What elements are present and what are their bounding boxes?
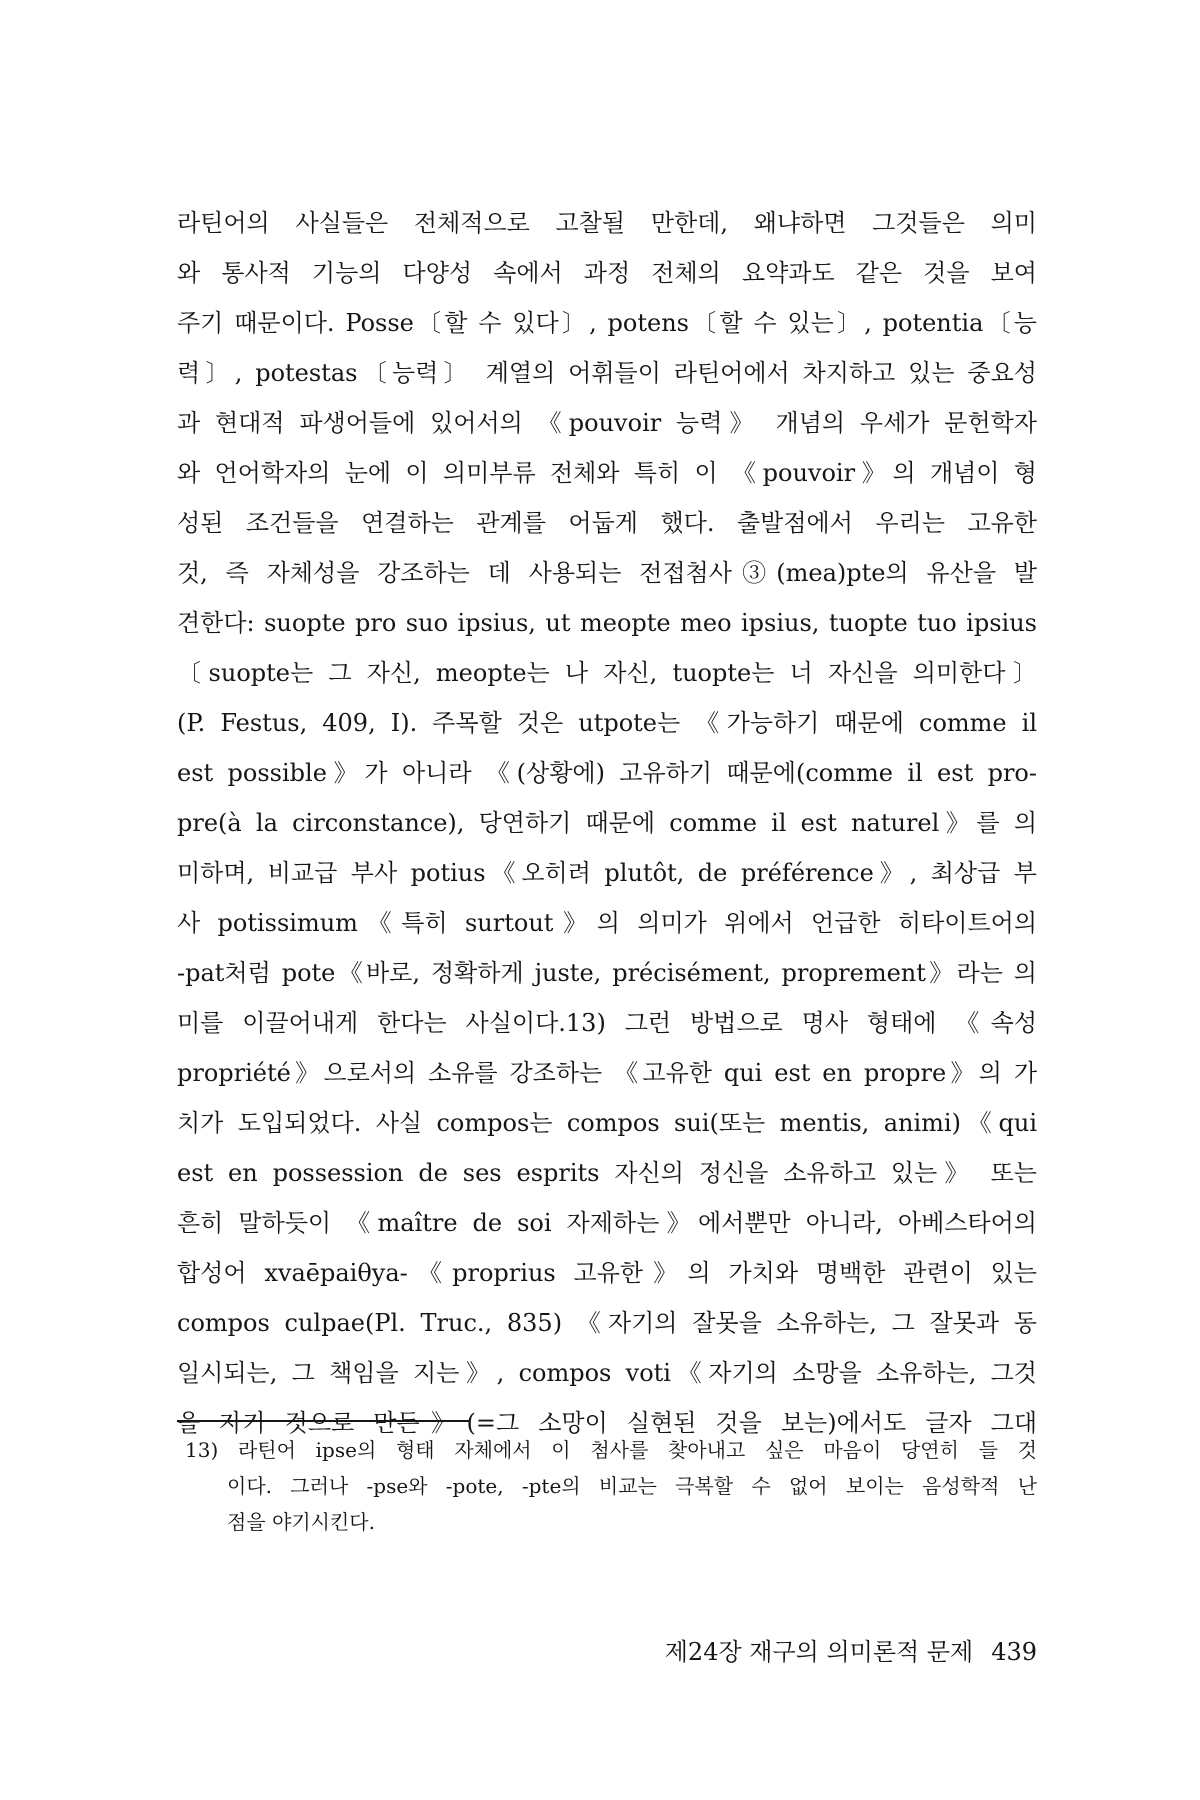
body-line: -pat처럼 pote《바로, 정확하게 juste, précisément, proprement》라는 의: [177, 959, 1037, 987]
body-line: est en possession de ses esprits 자신의 정신을 소유하고 있는》 또는: [177, 1159, 1037, 1187]
page-number: 439: [991, 1638, 1037, 1666]
running-footer: [500, 1632, 1037, 1667]
body-line: 일시되는, 그 책임을 지는》, compos voti《자기의 소망을 소유하는, 그것: [177, 1359, 1037, 1387]
footnote-line: 점을 야기시킨다.: [227, 1510, 375, 1534]
body-line: 〔suopte는 그 자신, meopte는 나 자신, tuopte는 너 자신을 의미한다〕: [177, 659, 1037, 687]
body-line: 을 자기 것으로 만든》(=그 소망이 실현된 것을 보는)에서도 글자 그대: [177, 1409, 1037, 1437]
body-line: 주기 때문이다. Posse〔할 수 있다〕, potens〔할 수 있는〕, potentia〔능: [177, 309, 1037, 337]
body-line: 력〕, potestas〔능력〕 계열의 어휘들이 라틴어에서 차지하고 있는 중요성: [177, 359, 1037, 387]
body-line: compos culpae(Pl. Truc., 835) 《자기의 잘못을 소유하는, 그 잘못과 동: [177, 1309, 1037, 1337]
chapter-title: 제24장 재구의 의미론적 문제: [664, 1638, 974, 1666]
footnote-text: 라틴어 ipse의 형태 자체에서 이 첨사를 찾아내고 싶은 마음이 당연히 들 것: [237, 1438, 1037, 1462]
footnote-number: 13): [185, 1438, 219, 1462]
body-line: 치가 도입되었다. 사실 compos는 compos sui(또는 mentis, animi)《qui: [177, 1109, 1037, 1137]
body-line: propriété》으로서의 소유를 강조하는 《고유한 qui est en propre》의 가: [177, 1059, 1037, 1087]
body-line: est possible》가 아니라 《(상황에) 고유하기 때문에(comme il est pro-: [177, 759, 1037, 787]
body-line: 와 언어학자의 눈에 이 의미부류 전체와 특히 이 《pouvoir》의 개념이 형: [177, 459, 1037, 487]
body-line: 과 현대적 파생어들에 있어서의 《pouvoir 능력》 개념의 우세가 문헌학자: [177, 409, 1037, 437]
body-line: 미를 이끌어내게 한다는 사실이다.13) 그런 방법으로 명사 형태에 《속성: [177, 1009, 1037, 1037]
footnote-divider: [177, 1420, 470, 1422]
body-line: 성된 조건들을 연결하는 관계를 어둡게 했다. 출발점에서 우리는 고유한: [177, 509, 1037, 537]
body-line: (P. Festus, 409, I). 주목할 것은 utpote는 《가능하기 때문에 comme il: [177, 709, 1037, 737]
body-line: 것, 즉 자체성을 강조하는 데 사용되는 전접첨사③(mea)pte의 유산을 발: [177, 559, 1037, 587]
footnote-line: [185, 1432, 1037, 1468]
body-text: [177, 198, 1037, 1448]
footnote: [185, 1432, 1037, 1540]
body-line: 라틴어의 사실들은 전체적으로 고찰될 만한데, 왜냐하면 그것들은 의미: [177, 209, 1037, 237]
body-line: 미하며, 비교급 부사 potius《오히려 plutôt, de préférence》, 최상급 부: [177, 859, 1037, 887]
body-line: 합성어 xvaēpaiθya-《proprius 고유한》의 가치와 명백한 관련이 있는: [177, 1259, 1037, 1287]
body-line: 견한다: suopte pro suo ipsius, ut meopte meo ipsius, tuopte tuo ipsius: [177, 609, 1037, 637]
body-line: 사 potissimum《특히 surtout》의 의미가 위에서 언급한 히타이트어의: [177, 909, 1037, 937]
footnote-line: 이다. 그러나 -pse와 -pote, -pte의 비교는 극복할 수 없어 보이는 음성학적 난: [227, 1474, 1037, 1498]
body-line: pre(à la circonstance), 당연하기 때문에 comme il est naturel》를 의: [177, 809, 1037, 837]
body-line: 와 통사적 기능의 다양성 속에서 과정 전체의 요약과도 같은 것을 보여: [177, 259, 1037, 287]
body-line: 흔히 말하듯이 《maître de soi 자제하는》에서뿐만 아니라, 아베스타어의: [177, 1209, 1037, 1237]
